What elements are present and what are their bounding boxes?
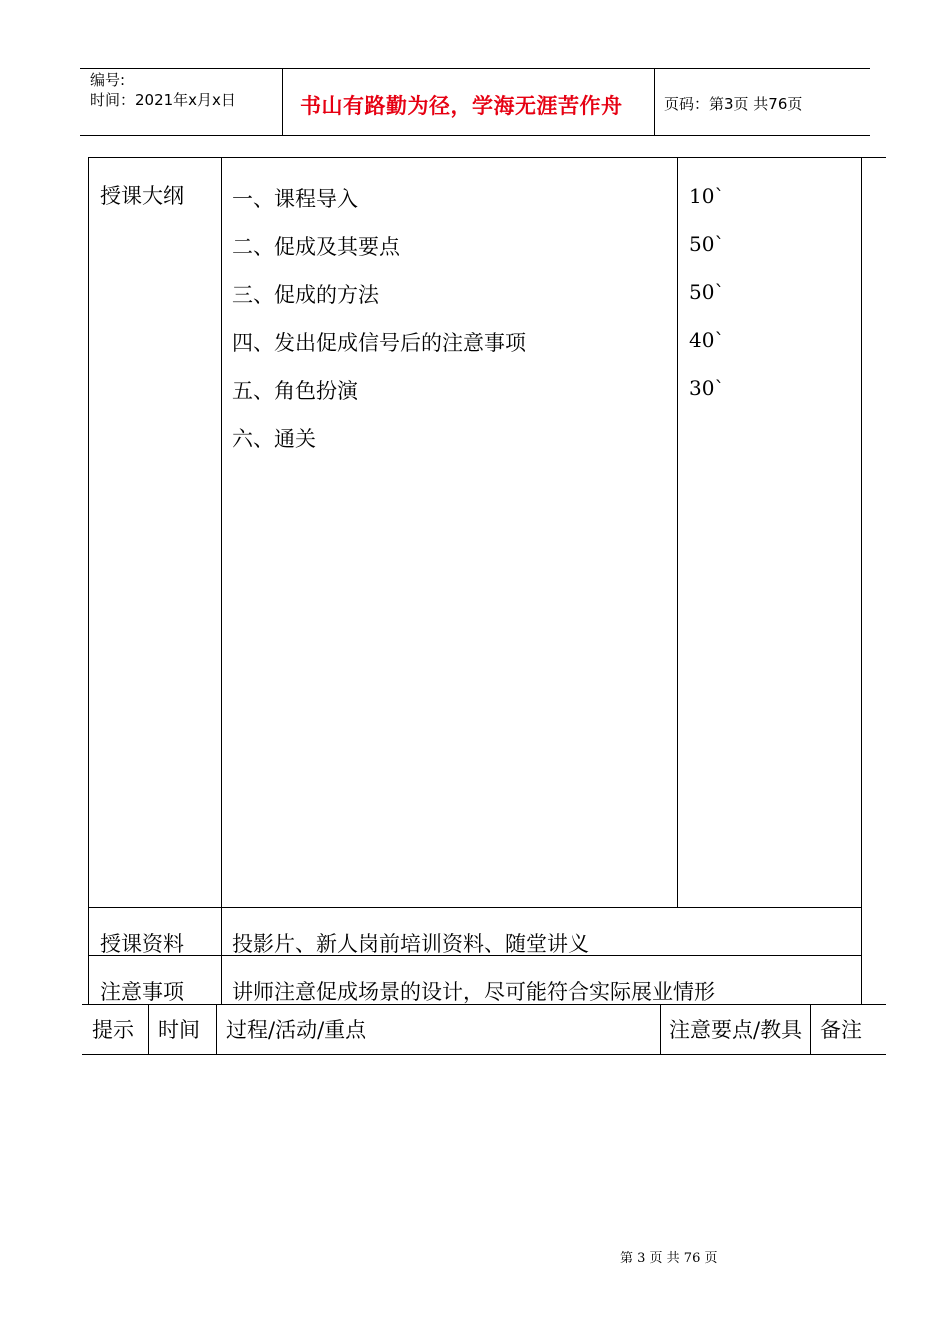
notes-value: 讲师注意促成场景的设计，尽可能符合实际展业情形	[232, 980, 715, 1004]
duration-value: 40`	[689, 328, 725, 352]
date-label: 时间：2021年x月x日	[90, 91, 236, 109]
serial-label: 编号:	[90, 71, 126, 89]
outline-item: 五、角色扮演	[232, 379, 358, 403]
outline-item: 一、课程导入	[232, 187, 358, 211]
col-remarks: 备注	[820, 1018, 862, 1042]
page-footer: 第 3 页 共 76 页	[620, 1251, 718, 1266]
motto: 书山有路勤为径，学海无涯苦作舟	[300, 94, 623, 118]
materials-label: 授课资料	[100, 932, 184, 956]
outline-item: 二、促成及其要点	[232, 235, 400, 259]
page-indicator: 页码：第3页 共76页	[664, 95, 803, 113]
col-process: 过程/活动/重点	[226, 1018, 367, 1042]
duration-value: 10`	[689, 184, 725, 208]
outline-item: 六、通关	[232, 427, 316, 451]
col-time: 时间	[158, 1018, 200, 1042]
duration-value: 50`	[689, 280, 725, 304]
materials-value: 投影片、新人岗前培训资料、随堂讲义	[232, 932, 589, 956]
col-hint: 提示	[92, 1018, 134, 1042]
notes-label: 注意事项	[100, 980, 184, 1004]
duration-value: 30`	[689, 376, 725, 400]
outline-item: 三、促成的方法	[232, 283, 379, 307]
outline-item: 四、发出促成信号后的注意事项	[232, 331, 526, 355]
duration-value: 50`	[689, 232, 725, 256]
outline-label: 授课大纲	[100, 184, 184, 208]
col-notes-tools: 注意要点/教具	[669, 1018, 803, 1042]
